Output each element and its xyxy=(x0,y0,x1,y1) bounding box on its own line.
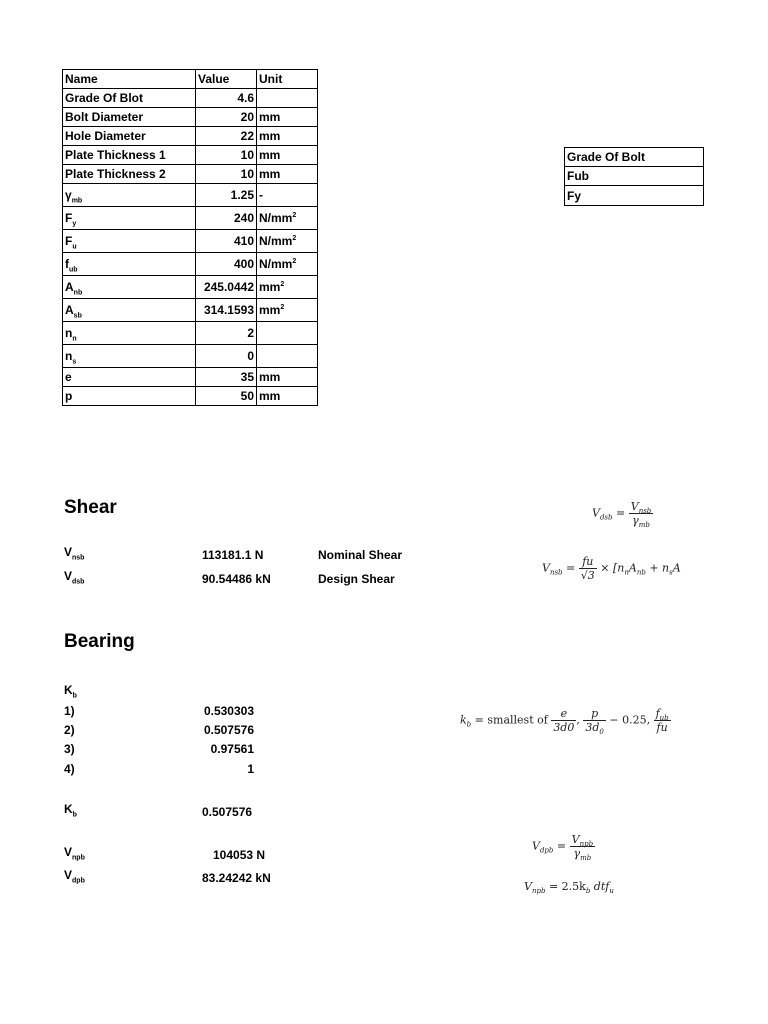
table-row xyxy=(63,207,318,230)
table-row xyxy=(63,276,318,299)
param-name: $n_s$ xyxy=(63,345,196,368)
param-name: Hole Diameter xyxy=(63,127,196,146)
param-unit: $N/mm^2$ xyxy=(257,253,318,276)
table-row xyxy=(63,368,318,387)
param-unit: $mm^2$ xyxy=(257,299,318,322)
lookup-fub: Fub xyxy=(565,167,704,186)
bearing-heading: Bearing xyxy=(64,631,135,652)
header-unit: Unit xyxy=(257,70,318,89)
table-row xyxy=(565,186,704,206)
vdsb-value: 90.54486 kN xyxy=(202,572,271,586)
param-unit: mm xyxy=(257,108,318,127)
param-name: $n_n$ xyxy=(63,322,196,345)
kb-item-value: 0.97561 xyxy=(210,742,254,756)
param-unit: mm xyxy=(257,165,318,184)
param-value: 410 xyxy=(196,230,257,253)
table-row xyxy=(63,184,318,207)
param-unit: mm xyxy=(257,387,318,406)
vnsb-value: 113181.1 N xyxy=(202,548,264,562)
kb-label: $K_b$ xyxy=(64,683,77,700)
vdpb-formula: $V_{dpb}$ = $\frac{V_{npb}}{\gamma_{mb}}$ xyxy=(532,833,594,863)
vnpb-formula: $V_{npb} = 2.5k_b$ dtf$_u$ xyxy=(524,880,614,896)
param-name: $\gamma_{mb}$ xyxy=(63,184,196,207)
param-value: 245.0442 xyxy=(196,276,257,299)
param-value: 400 xyxy=(196,253,257,276)
table-row xyxy=(565,148,704,167)
vnsb-description: Nominal Shear xyxy=(318,548,403,562)
table-row xyxy=(565,167,704,186)
param-value: 50 xyxy=(196,387,257,406)
param-name: p xyxy=(63,387,196,406)
kb-item-label: 2) xyxy=(64,723,75,737)
param-name: Plate Thickness 2 xyxy=(63,165,196,184)
param-unit xyxy=(257,322,318,345)
param-name: Bolt Diameter xyxy=(63,108,196,127)
vdsb-label: $V_{dsb}$ xyxy=(64,569,85,586)
param-value: 2 xyxy=(196,322,257,345)
param-value: 10 xyxy=(196,165,257,184)
param-unit: mm xyxy=(257,368,318,387)
vnsb-formula: $V_{nsb}$ = $\frac{fu}{√3}$ × [$n_nA_{nb} + n_sA$ xyxy=(542,555,681,582)
param-value: 10 xyxy=(196,146,257,165)
kb-formula: $k_b$ = smallest of $\frac{e}{3d0}$ , $\frac{p}{3d_0}$ − 0.25, $\frac{f_{ub}}{fu}$ xyxy=(460,707,669,734)
vdsb-formula: $V_{dsb}$ = $\frac{V_{nsb}}{\gamma_{mb}}$ xyxy=(592,500,652,530)
vnsb-label: $V_{nsb}$ xyxy=(64,545,85,562)
kb-item-value: 1 xyxy=(247,762,254,776)
header-name: Name xyxy=(63,70,196,89)
input-parameters-table xyxy=(62,69,318,406)
kb-item-label: 1) xyxy=(64,704,75,718)
table-row xyxy=(63,165,318,184)
kb-result-label: $K_b$ xyxy=(64,802,77,819)
param-unit: $mm^2$ xyxy=(257,276,318,299)
vnpb-value: 104053 N xyxy=(213,848,266,862)
kb-result-value: 0.507576 xyxy=(202,805,253,819)
kb-item-label: 3) xyxy=(64,742,75,756)
shear-heading: Shear xyxy=(64,497,117,518)
param-name: Grade Of Blot xyxy=(63,89,196,108)
lookup-fy: Fy xyxy=(565,186,704,206)
param-unit: mm xyxy=(257,146,318,165)
param-value: 1.25 xyxy=(196,184,257,207)
param-name: Plate Thickness 1 xyxy=(63,146,196,165)
param-name: $f_{ub}$ xyxy=(63,253,196,276)
vnpb-label: $V_{npb}$ xyxy=(64,845,85,862)
vdpb-value: 83.24242 kN xyxy=(202,871,271,885)
param-value: 35 xyxy=(196,368,257,387)
table-row xyxy=(63,108,318,127)
kb-item-label: 4) xyxy=(64,762,75,776)
table-row xyxy=(63,322,318,345)
table-row xyxy=(63,387,318,406)
param-name: $F_u$ xyxy=(63,230,196,253)
param-name: $A_{nb}$ xyxy=(63,276,196,299)
table-row xyxy=(63,230,318,253)
param-unit: $N/mm^2$ xyxy=(257,230,318,253)
bolt-lookup-table xyxy=(564,147,704,206)
param-name: $F_y$ xyxy=(63,207,196,230)
param-name: $A_{sb}$ xyxy=(63,299,196,322)
param-unit: $N/mm^2$ xyxy=(257,207,318,230)
param-value: 240 xyxy=(196,207,257,230)
vdpb-label: $V_{dpb}$ xyxy=(64,868,85,885)
kb-item-value: 0.507576 xyxy=(203,723,254,737)
param-unit xyxy=(257,89,318,108)
table-row xyxy=(63,146,318,165)
param-unit: - xyxy=(257,184,318,207)
table-row xyxy=(63,299,318,322)
table-row xyxy=(63,345,318,368)
param-unit xyxy=(257,345,318,368)
param-value: 314.1593 xyxy=(196,299,257,322)
table-row xyxy=(63,127,318,146)
param-unit: mm xyxy=(257,127,318,146)
vdsb-description: Design Shear xyxy=(318,572,395,586)
param-value: 0 xyxy=(196,345,257,368)
table-header-row xyxy=(63,70,318,89)
kb-item-value: 0.530303 xyxy=(203,704,254,718)
param-name: e xyxy=(63,368,196,387)
table-row xyxy=(63,253,318,276)
header-value: Value xyxy=(196,70,257,89)
lookup-grade-of-bolt: Grade Of Bolt xyxy=(565,148,704,167)
param-value: 20 xyxy=(196,108,257,127)
table-row xyxy=(63,89,318,108)
param-value: 4.6 xyxy=(196,89,257,108)
param-value: 22 xyxy=(196,127,257,146)
